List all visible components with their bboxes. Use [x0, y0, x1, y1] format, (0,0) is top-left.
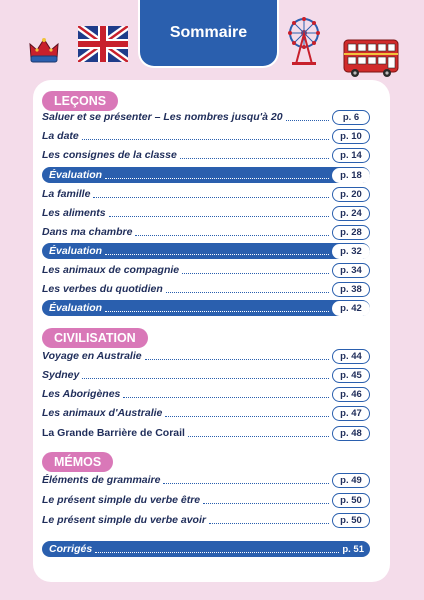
dot-leader [180, 158, 329, 159]
page-number: p. 50 [332, 493, 370, 508]
page-number: p. 32 [332, 244, 370, 259]
dot-leader [209, 523, 329, 524]
page-number: p. 45 [332, 368, 370, 383]
toc-label: Le présent simple du verbe avoir [42, 514, 206, 526]
toc-label: Éléments de grammaire [42, 474, 161, 486]
page-number: p. 51 [342, 543, 364, 555]
double-decker-bus-icon [342, 38, 400, 78]
page-number: p. 48 [332, 426, 370, 441]
page-number: p. 18 [332, 168, 370, 183]
toc-label: Voyage en Australie [42, 350, 142, 362]
page-number: p. 49 [332, 473, 370, 488]
toc-row-aliments[interactable] [42, 205, 370, 221]
toc-row-saluer[interactable] [42, 109, 370, 125]
dot-leader [188, 436, 329, 437]
toc-label: Corrigés [49, 543, 93, 555]
toc-label: Le présent simple du verbe être [42, 494, 201, 506]
toc-row-verbe-etre[interactable] [42, 492, 370, 508]
page-number: p. 38 [332, 282, 370, 297]
toc-row-verbe-avoir[interactable] [42, 512, 370, 528]
page-number: p. 28 [332, 225, 370, 240]
dot-leader [286, 120, 329, 121]
toc-label: Les animaux d'Australie [42, 407, 163, 419]
toc-label: Les animaux de compagnie [42, 264, 180, 276]
page-number: p. 20 [332, 187, 370, 202]
dot-leader [163, 483, 329, 484]
dot-leader [105, 311, 329, 312]
toc-row-evaluation-1[interactable] [42, 167, 370, 183]
page-number: p. 46 [332, 387, 370, 402]
toc-row-barriere-corail[interactable] [42, 425, 370, 441]
dot-leader [95, 552, 339, 553]
toc-label: Évaluation [49, 302, 103, 314]
dot-leader [82, 139, 329, 140]
dot-leader [166, 292, 329, 293]
page-number: p. 24 [332, 206, 370, 221]
toc-row-animaux-compagnie[interactable] [42, 262, 370, 278]
page-number: p. 44 [332, 349, 370, 364]
section-civilisation-title: CIVILISATION [42, 328, 148, 348]
page-number: p. 14 [332, 148, 370, 163]
dot-leader [182, 273, 329, 274]
toc-row-animaux-australie[interactable] [42, 405, 370, 421]
dot-leader [203, 503, 329, 504]
toc-label: La date [42, 130, 79, 142]
toc-label: La famille [42, 188, 91, 200]
toc-row-date[interactable] [42, 128, 370, 144]
toc-label: Les verbes du quotidien [42, 283, 163, 295]
page-number: p. 10 [332, 129, 370, 144]
dot-leader [145, 359, 329, 360]
toc-row-aborigenes[interactable] [42, 386, 370, 402]
crown-icon [28, 36, 60, 64]
toc-row-famille[interactable] [42, 186, 370, 202]
toc-label: La Grande Barrière de Corail [42, 427, 185, 439]
toc-row-chambre[interactable] [42, 224, 370, 240]
dot-leader [165, 416, 329, 417]
page-number: p. 42 [332, 301, 370, 316]
toc-label: Les consignes de la classe [42, 149, 177, 161]
ferris-wheel-icon [286, 16, 322, 66]
dot-leader [109, 216, 329, 217]
dot-leader [123, 397, 329, 398]
toc-label: Les aliments [42, 207, 106, 219]
section-memos-title: MÉMOS [42, 452, 113, 472]
toc-label: Les Aborigènes [42, 388, 121, 400]
toc-row-sydney[interactable] [42, 367, 370, 383]
page-number: p. 50 [332, 513, 370, 528]
dot-leader [135, 235, 329, 236]
toc-row-consignes[interactable] [42, 147, 370, 163]
toc-label: Saluer et se présenter – Les nombres jusqu'à 20 [42, 111, 283, 123]
toc-row-evaluation-3[interactable] [42, 300, 370, 316]
union-jack-icon [78, 26, 128, 62]
page-number: p. 47 [332, 406, 370, 421]
toc-row-corriges[interactable] [42, 541, 370, 557]
toc-label: Évaluation [49, 245, 103, 257]
dot-leader [93, 197, 329, 198]
toc-label: Dans ma chambre [42, 226, 133, 238]
dot-leader [105, 178, 329, 179]
page-number: p. 6 [332, 110, 370, 125]
toc-label: Sydney [42, 369, 80, 381]
section-lecons-title: LEÇONS [42, 91, 118, 111]
toc-row-grammaire[interactable] [42, 472, 370, 488]
header-tab [138, 0, 279, 68]
dot-leader [105, 254, 329, 255]
dot-leader [82, 378, 329, 379]
toc-row-evaluation-2[interactable] [42, 243, 370, 259]
toc-row-verbes[interactable] [42, 281, 370, 297]
page-number: p. 34 [332, 263, 370, 278]
toc-row-voyage-australie[interactable] [42, 348, 370, 364]
page-title: Sommaire [169, 24, 248, 41]
toc-label: Évaluation [49, 169, 103, 181]
